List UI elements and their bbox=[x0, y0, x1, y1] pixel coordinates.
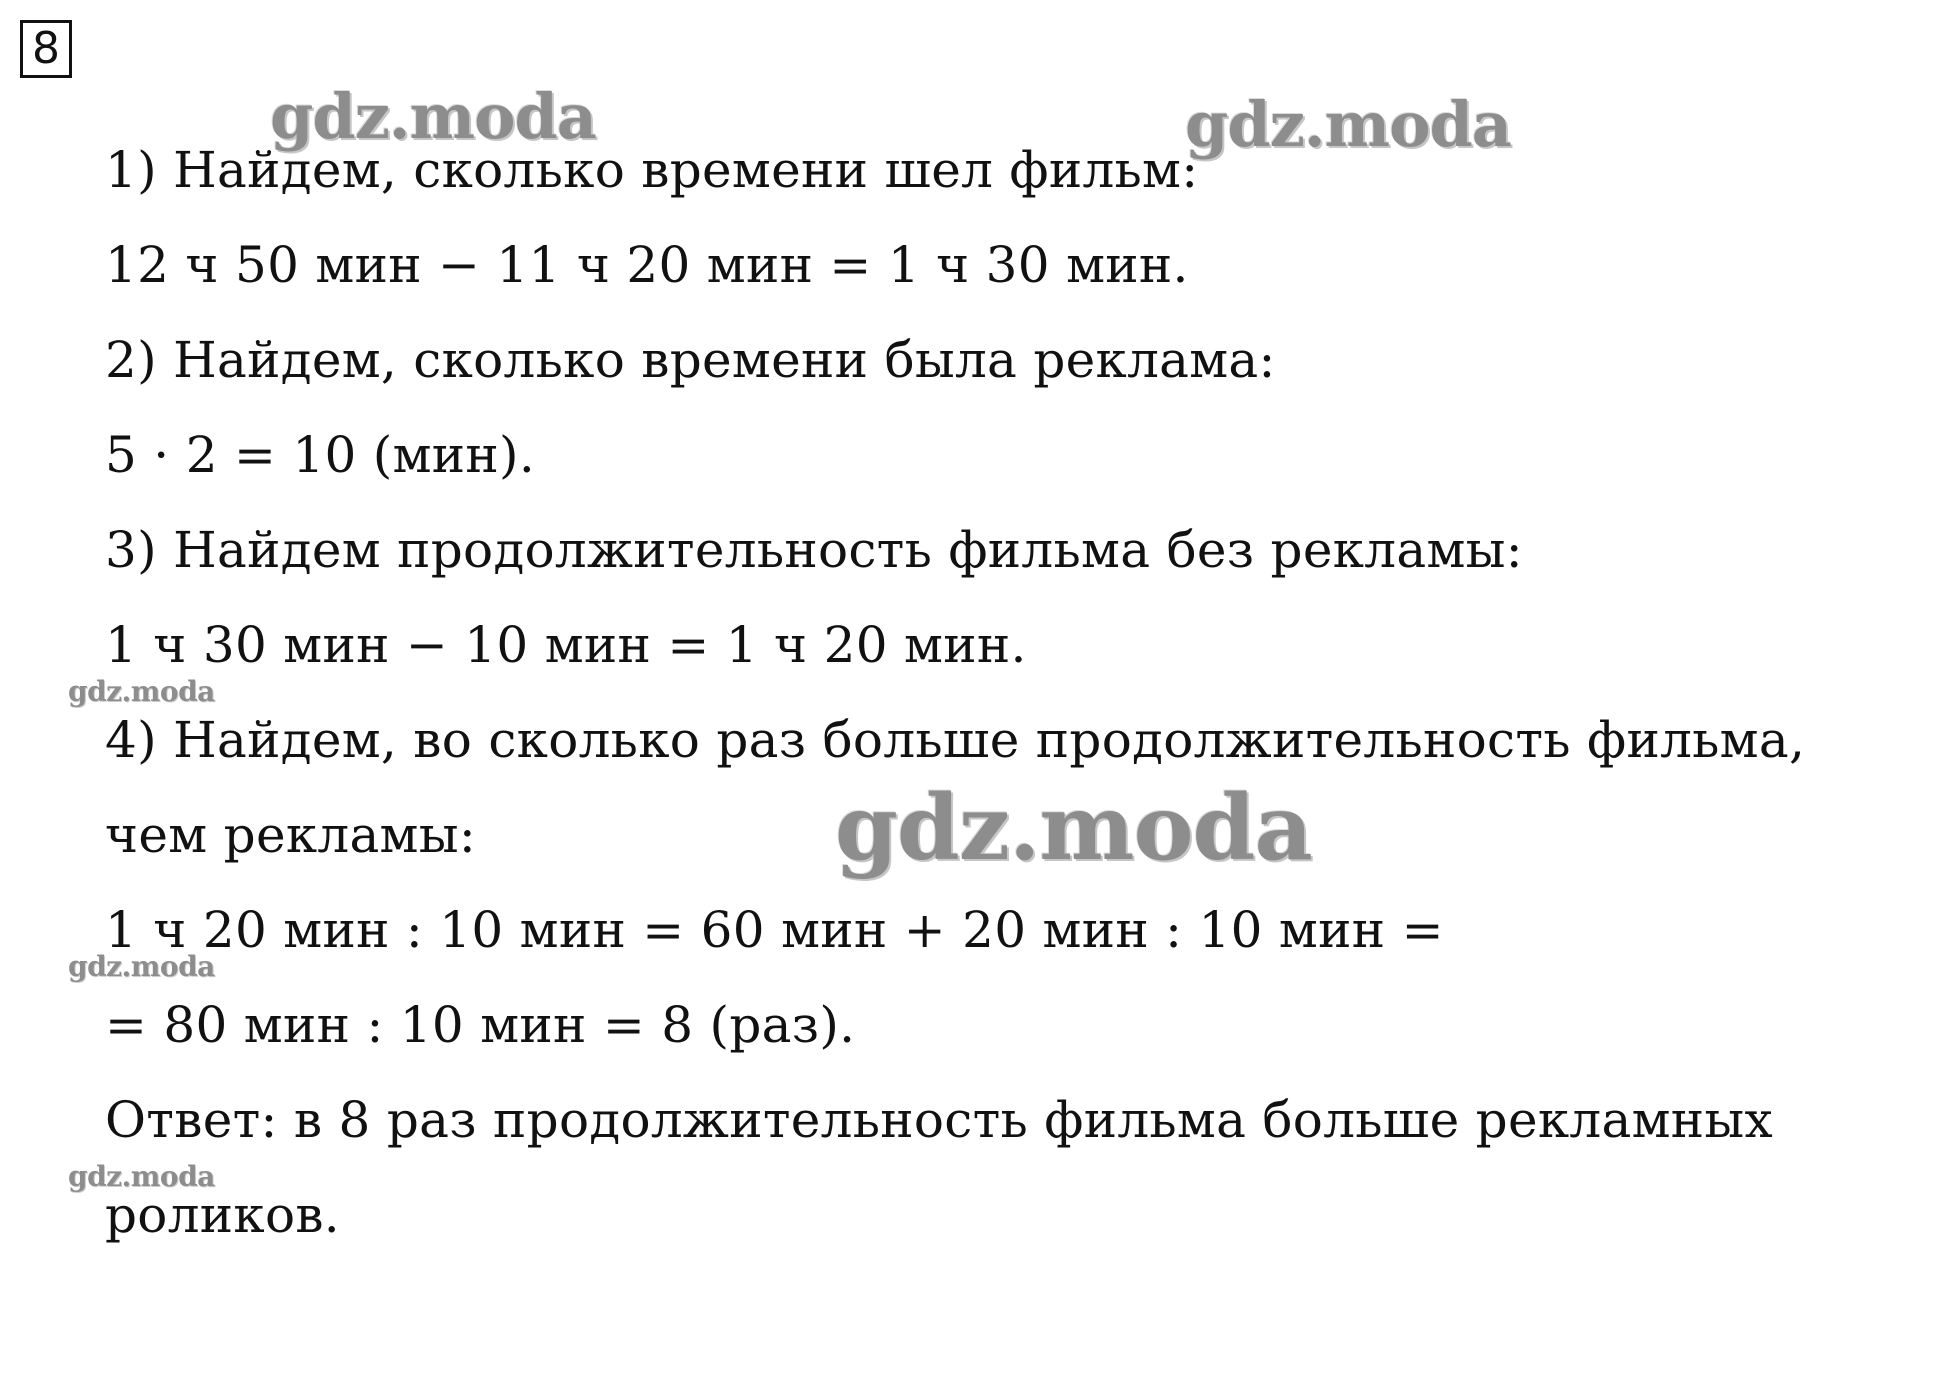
solution-line-8: чем рекламы: bbox=[105, 806, 476, 864]
solution-line-4: 5 · 2 = 10 (мин). bbox=[105, 426, 536, 484]
solution-line-5: 3) Найдем продолжительность фильма без рекламы: bbox=[105, 521, 1523, 579]
solution-line-12: роликов. bbox=[105, 1186, 340, 1244]
task-number-box: 8 bbox=[20, 20, 72, 78]
solution-line-9: 1 ч 20 мин : 10 мин = 60 мин + 20 мин : 10 мин = bbox=[105, 901, 1444, 959]
solution-line-10: = 80 мин : 10 мин = 8 (раз). bbox=[105, 996, 856, 1054]
watermark: gdz.moda bbox=[68, 675, 215, 708]
solution-line-1: 1) Найдем, сколько времени шел фильм: bbox=[105, 141, 1199, 199]
watermark: gdz.moda bbox=[68, 1160, 215, 1193]
solution-line-6: 1 ч 30 мин − 10 мин = 1 ч 20 мин. bbox=[105, 616, 1027, 674]
solution-line-2: 12 ч 50 мин − 11 ч 20 мин = 1 ч 30 мин. bbox=[105, 236, 1189, 294]
watermark: gdz.moda bbox=[270, 80, 596, 153]
solution-line-3: 2) Найдем, сколько времени была реклама: bbox=[105, 331, 1276, 389]
watermark: gdz.moda bbox=[68, 950, 215, 983]
watermark: gdz.moda bbox=[835, 775, 1312, 881]
solution-line-7: 4) Найдем, во сколько раз больше продолжительность фильма, bbox=[105, 711, 1806, 769]
solution-line-11: Ответ: в 8 раз продолжительность фильма больше рекламных bbox=[105, 1091, 1773, 1149]
watermark: gdz.moda bbox=[1185, 88, 1511, 161]
